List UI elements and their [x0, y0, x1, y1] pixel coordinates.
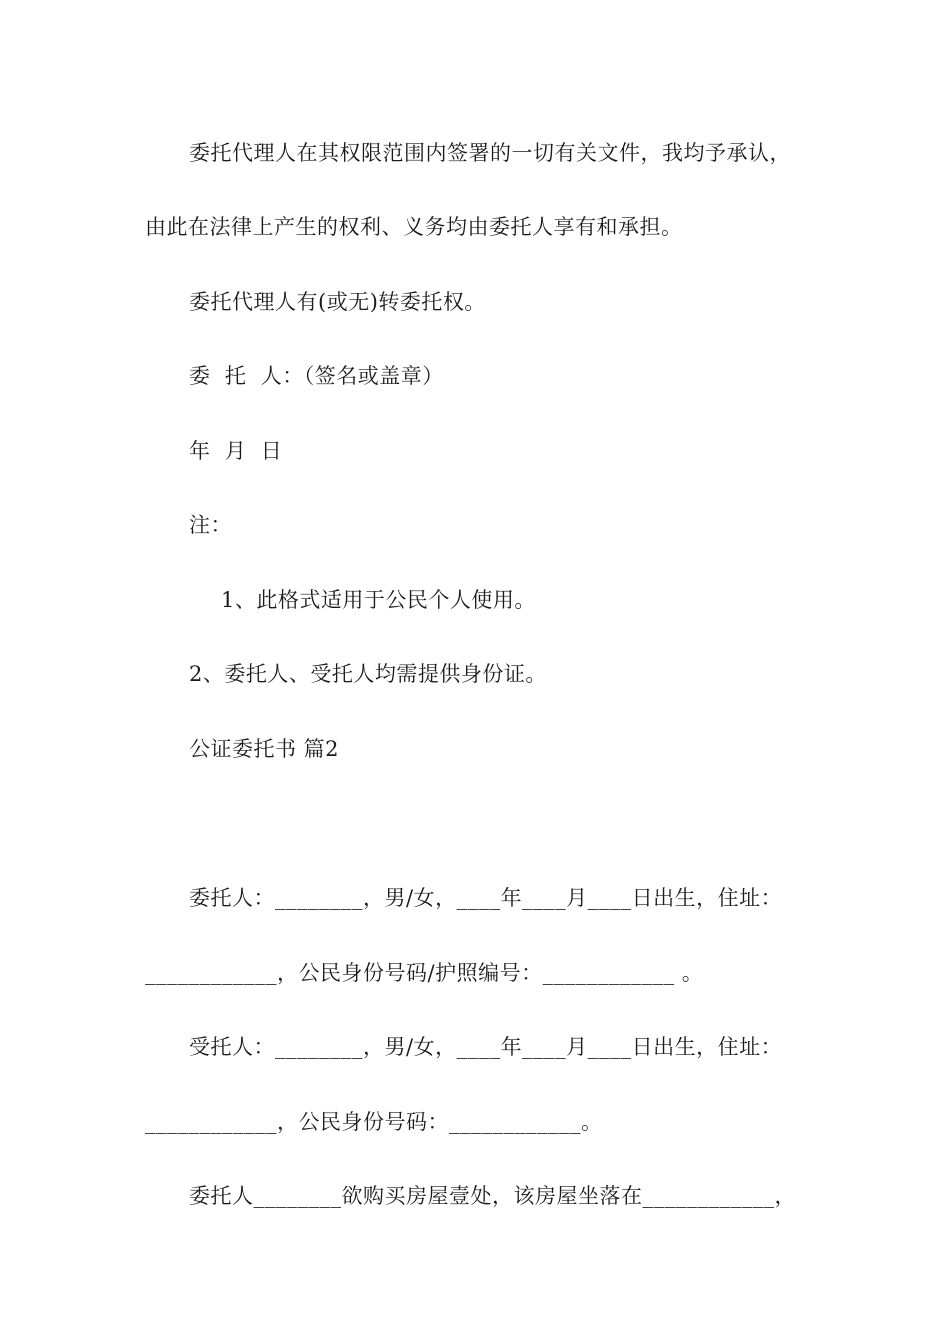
- note-heading: 注：: [189, 513, 232, 537]
- date-line: 年 月 日: [189, 439, 283, 463]
- agent-info-line-1: 受托人：________，男/女，____年____月____日出生，住址：: [189, 1035, 783, 1059]
- paragraph-authorization-line-2: 由此在法律上产生的权利、义务均由委托人享有和承担。: [145, 215, 683, 239]
- signature-line: 委 托 人：（签名或盖章）: [189, 364, 444, 388]
- note-item-1: 1、此格式适用于公民个人使用。: [221, 588, 536, 612]
- paragraph-authorization-line-1: 委托代理人在其权限范围内签署的一切有关文件，我均予承认，: [189, 141, 791, 165]
- principal-info-line-2: ____________，公民身份号码/护照编号：____________ 。: [145, 961, 704, 985]
- note-item-2: 2、委托人、受托人均需提供身份证。: [189, 662, 547, 686]
- section-heading: 公证委托书 篇2: [189, 737, 340, 761]
- paragraph-sub-delegation: 委托代理人有(或无)转委托权。: [189, 290, 486, 314]
- principal-info-line-1: 委托人：________，男/女，____年____月____日出生，住址：: [189, 886, 783, 910]
- purchase-paragraph-line-1: 委托人________欲购买房屋壹处，该房屋坐落在____________，: [189, 1184, 796, 1208]
- agent-info-line-2: ____________，公民身份号码：____________。: [145, 1110, 603, 1134]
